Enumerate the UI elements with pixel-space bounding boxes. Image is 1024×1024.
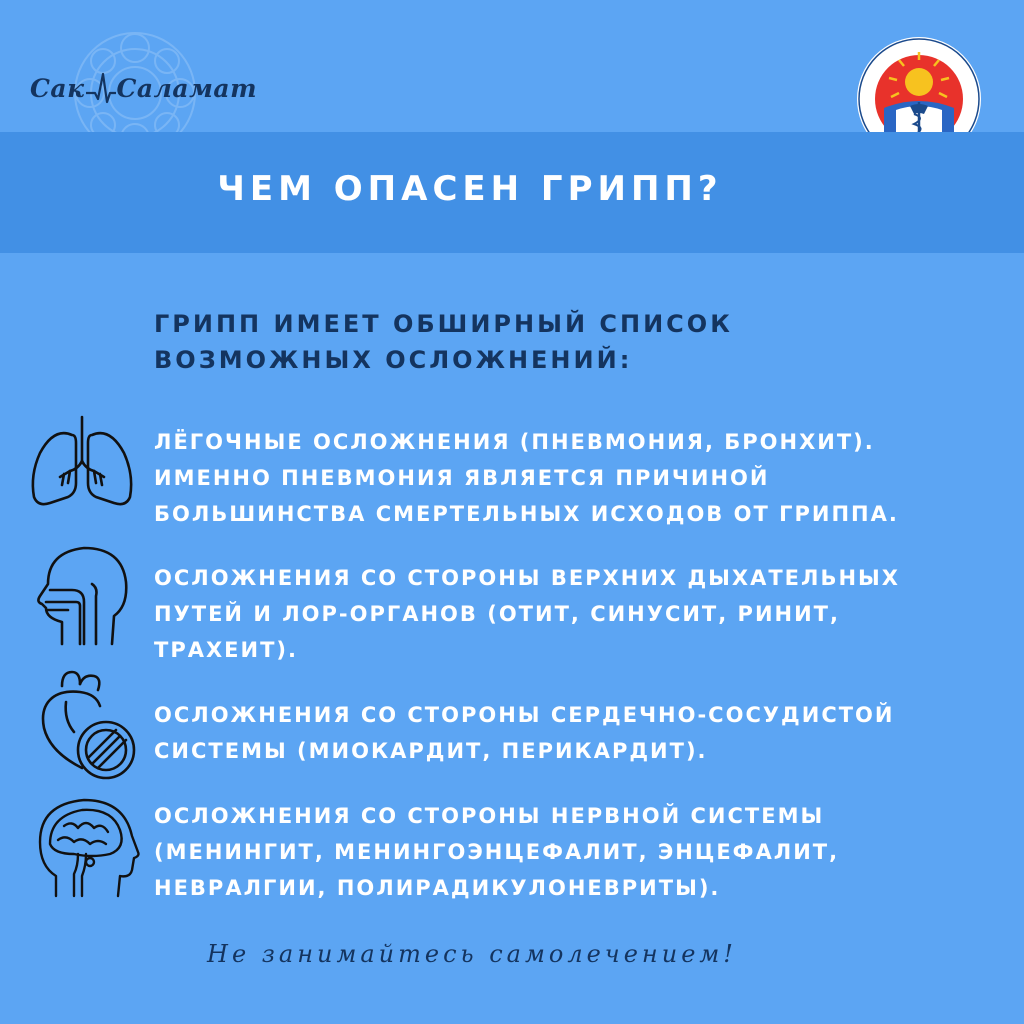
footer-note: Не занимайтесь самолечением! [207,940,737,968]
brand-name-right: Саламат [116,73,258,103]
complication-cardiovascular: ОСЛОЖНЕНИЯ СО СТОРОНЫ СЕРДЕЧНО-СОСУДИСТОЙ СИСТЕМЫ (МИОКАРДИТ, ПЕРИКАРДИТ). [154,703,895,763]
brand-name-left: Сак [30,73,85,103]
heart-vessel-icon [38,668,136,786]
complication-upper-airways: ОСЛОЖНЕНИЯ СО СТОРОНЫ ВЕРХНИХ ДЫХАТЕЛЬНЫХ ПУТЕЙ И ЛОР-ОРГАНОВ (ОТИТ, СИНУСИТ, РИНИТ, ТРАХЕИТ). [154,566,901,662]
head-airway-icon [32,544,132,648]
lungs-icon [28,413,136,511]
brand-logo [30,68,257,108]
page-title: ЧЕМ ОПАСЕН ГРИПП? [217,169,723,209]
complication-nervous-system: ОСЛОЖНЕНИЯ СО СТОРОНЫ НЕРВНОЙ СИСТЕМЫ (МЕНИНГИТ, МЕНИНГОЭНЦЕФАЛИТ, ЭНЦЕФАЛИТ, НЕВРАЛГИИ, ПОЛИРАДИКУЛОНЕВРИТЫ). [154,804,840,900]
pulse-icon [86,71,116,105]
complication-lungs: ЛЁГОЧНЫЕ ОСЛОЖНЕНИЯ (ПНЕВМОНИЯ, БРОНХИТ). ИМЕННО ПНЕВМОНИЯ ЯВЛЯЕТСЯ ПРИЧИНОЙ БОЛЬШИНСТВА СМЕРТЕЛЬНЫХ ИСХОДОВ ОТ ГРИППА. [154,430,899,526]
brain-nervous-icon [34,796,144,898]
intro-text: ГРИПП ИМЕЕТ ОБШИРНЫЙ СПИСОК ВОЗМОЖНЫХ ОСЛОЖНЕНИЙ: [154,310,733,374]
